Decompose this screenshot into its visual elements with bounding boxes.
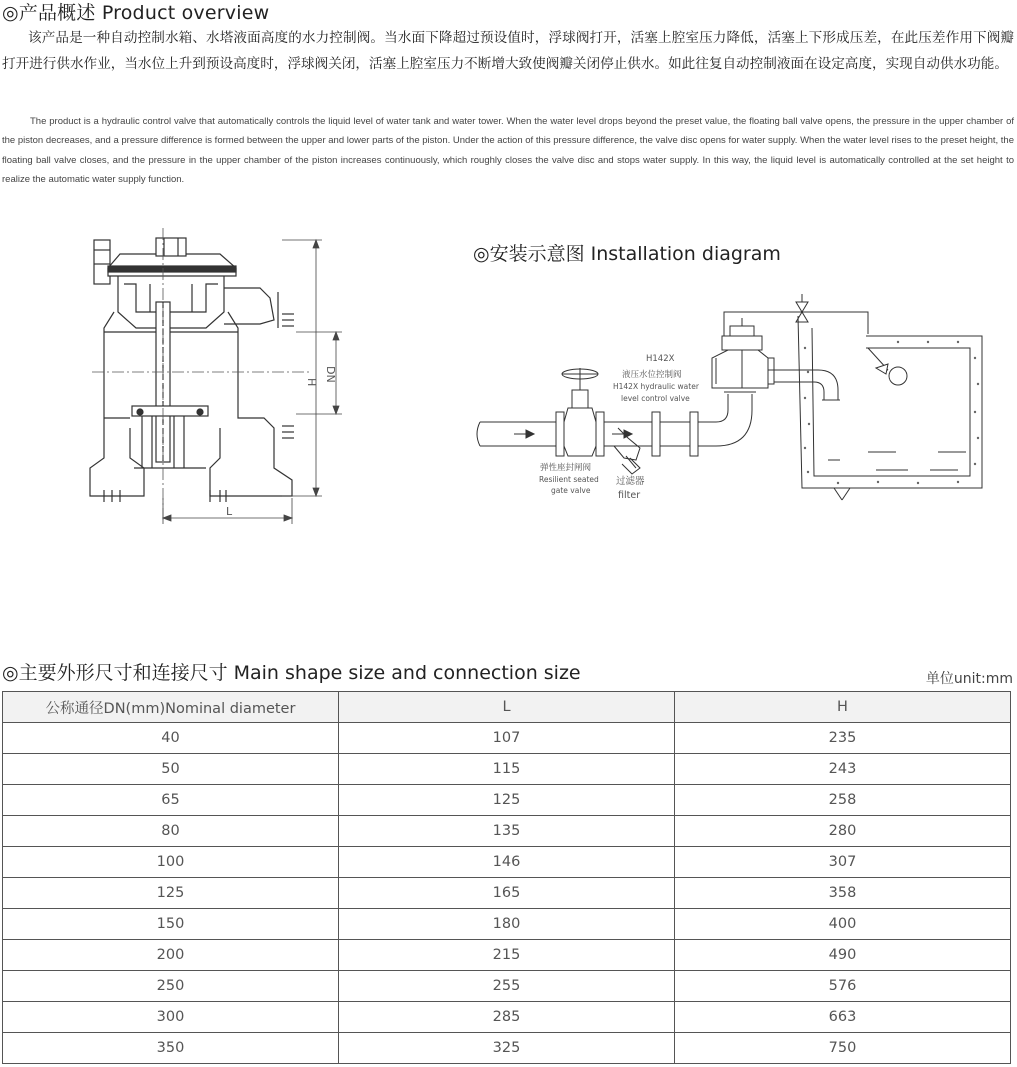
cell-dn: 200 bbox=[3, 940, 339, 971]
filter-cn-label: 过滤器 bbox=[616, 476, 645, 487]
cell-dn: 50 bbox=[3, 754, 339, 785]
unit-label: 单位unit:mm bbox=[925, 671, 1013, 687]
table-row bbox=[3, 754, 1011, 785]
cell-h: 750 bbox=[675, 1033, 1011, 1064]
cell-h: 307 bbox=[675, 847, 1011, 878]
cell-dn: 150 bbox=[3, 909, 339, 940]
cell-l: 125 bbox=[339, 785, 675, 816]
level-valve-code-label: H142X bbox=[646, 354, 675, 364]
product-overview-title: ◎产品概述 Product overview bbox=[2, 2, 270, 24]
table-row bbox=[3, 878, 1011, 909]
cell-h: 235 bbox=[675, 723, 1011, 754]
overview-english-text: The product is a hydraulic control valve that automatically controls the liquid level of water tank and water tower. When the water level drops beyond the preset value, the floating ball valve opens, the pressure in the upper chamber of the piston decreases, and a pressure difference is formed between the upper and lower parts of the piston. Under the action of this pressure difference, the valve disc opens for water supply. When the water level rises to the preset height, the floating ball valve closes, and the pressure in the upper chamber of the piston increases continuously, which roughly closes the valve disc and stops water supply. In this way, the liquid level is automatically controlled at the set height to realize the automatic water supply function. bbox=[2, 116, 1014, 186]
level-valve-en-label-1: H142X hydraulic water bbox=[613, 382, 699, 391]
cell-h: 258 bbox=[675, 785, 1011, 816]
cell-l: 180 bbox=[339, 909, 675, 940]
table-row bbox=[3, 816, 1011, 847]
cell-h: 243 bbox=[675, 754, 1011, 785]
installation-diagram bbox=[478, 288, 998, 508]
table-row bbox=[3, 847, 1011, 878]
cell-l: 285 bbox=[339, 1002, 675, 1033]
level-valve-en-label-2: level control valve bbox=[621, 394, 690, 403]
cell-l: 146 bbox=[339, 847, 675, 878]
valve-section-drawing bbox=[60, 228, 340, 528]
dim-l-label: L bbox=[226, 505, 233, 518]
level-valve-cn-label: 液压水位控制阀 bbox=[622, 370, 682, 380]
cell-l: 107 bbox=[339, 723, 675, 754]
dimensions-title: ◎主要外形尺寸和连接尺寸 Main shape size and connection size bbox=[2, 662, 581, 684]
table-row bbox=[3, 909, 1011, 940]
table-row bbox=[3, 785, 1011, 816]
cell-l: 165 bbox=[339, 878, 675, 909]
cell-l: 255 bbox=[339, 971, 675, 1002]
table-row bbox=[3, 971, 1011, 1002]
dim-h-label: H bbox=[305, 378, 318, 387]
cell-dn: 40 bbox=[3, 723, 339, 754]
cell-l: 115 bbox=[339, 754, 675, 785]
cell-dn: 65 bbox=[3, 785, 339, 816]
dim-dn-label: DN bbox=[324, 366, 337, 383]
cell-l: 325 bbox=[339, 1033, 675, 1064]
installation-diagram-title: ◎安装示意图 Installation diagram bbox=[473, 243, 781, 265]
cell-h: 400 bbox=[675, 909, 1011, 940]
cell-dn: 100 bbox=[3, 847, 339, 878]
gate-valve-en-label-2: gate valve bbox=[551, 486, 591, 495]
header-nominal-diameter: 公称通径DN(mm)Nominal diameter bbox=[3, 692, 339, 723]
gate-valve-en-label-1: Resilient seated bbox=[539, 475, 599, 484]
table-row bbox=[3, 723, 1011, 754]
table-header-row bbox=[3, 692, 1011, 723]
overview-chinese-text: 该产品是一种自动控制水箱、水塔液面高度的水力控制阀。当水面下降超过预设值时，浮球阀打开，活塞上腔室压力降低，活塞上下形成压差，在此压差作用下阀瓣打开进行供水作业，当水位上升到预设高度时，浮球阀关闭，活塞上腔室压力不断增大致使阀瓣关闭停止供水。如此往复自动控制液面在设定高度，实现自动供水功能。 bbox=[2, 30, 1014, 72]
cell-dn: 300 bbox=[3, 1002, 339, 1033]
header-l: L bbox=[339, 692, 675, 723]
filter-en-label: filter bbox=[618, 490, 641, 501]
cell-h: 280 bbox=[675, 816, 1011, 847]
cell-h: 576 bbox=[675, 971, 1011, 1002]
table-row bbox=[3, 1033, 1011, 1064]
cell-dn: 350 bbox=[3, 1033, 339, 1064]
table-row bbox=[3, 940, 1011, 971]
cell-h: 490 bbox=[675, 940, 1011, 971]
cell-dn: 125 bbox=[3, 878, 339, 909]
cell-dn: 80 bbox=[3, 816, 339, 847]
cell-h: 663 bbox=[675, 1002, 1011, 1033]
gate-valve-cn-label: 弹性座封闸阀 bbox=[540, 463, 592, 473]
header-h: H bbox=[675, 692, 1011, 723]
cell-l: 215 bbox=[339, 940, 675, 971]
table-row bbox=[3, 1002, 1011, 1033]
dimensions-table bbox=[2, 691, 1011, 1064]
cell-l: 135 bbox=[339, 816, 675, 847]
cell-h: 358 bbox=[675, 878, 1011, 909]
cell-dn: 250 bbox=[3, 971, 339, 1002]
